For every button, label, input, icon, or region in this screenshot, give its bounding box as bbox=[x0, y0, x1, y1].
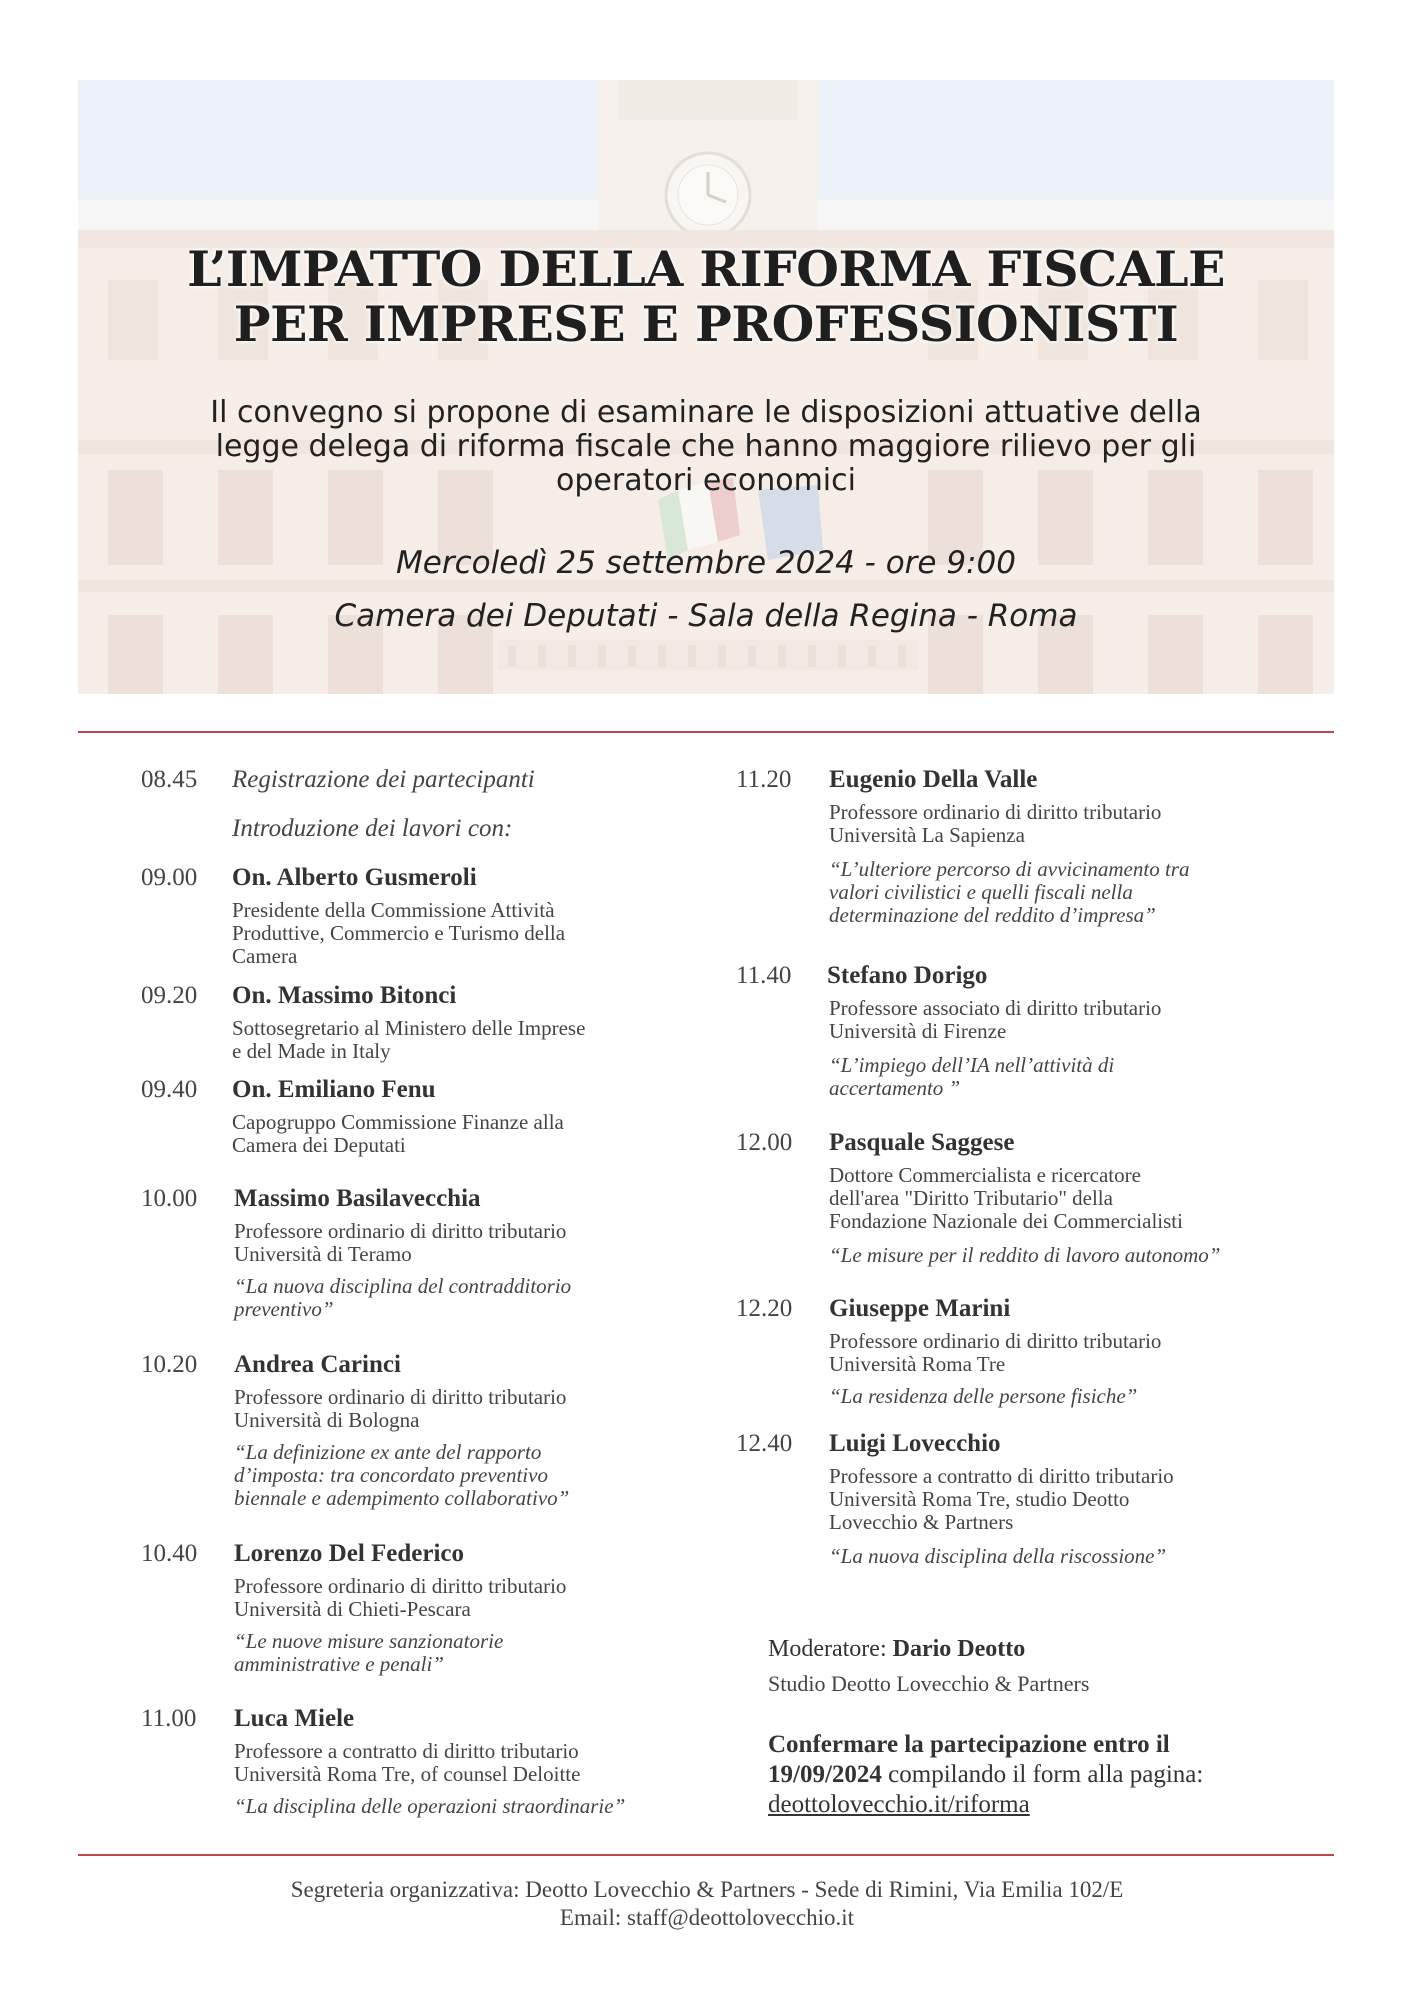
event-location: Camera dei Deputati - Sala della Regina - Roma bbox=[334, 598, 1078, 634]
talk-title: “L’impiego dell’IA nell’attività di accertamento ” bbox=[829, 1053, 1115, 1100]
item-time: 09.20 bbox=[141, 982, 198, 1009]
speaker-role: Professore a contratto di diritto tributario Università Roma Tre, of counsel Deloitte bbox=[234, 1739, 581, 1786]
item-time: 11.40 bbox=[736, 962, 792, 989]
speaker-role: Professore ordinario di diritto tributario Università La Sapienza bbox=[829, 800, 1162, 847]
item-time: 08.45 bbox=[141, 766, 198, 793]
speaker-name: Luigi Lovecchio bbox=[829, 1430, 1001, 1457]
footer-secretariat: Segreteria organizzativa: Deotto Lovecchio & Partners - Sede di Rimini, Via Emilia 102/E bbox=[290, 1877, 1124, 1902]
footer-email: Email: staff@deottolovecchio.it bbox=[559, 1905, 855, 1930]
speaker-name: Massimo Basilavecchia bbox=[234, 1185, 481, 1212]
description-line: legge delega di riforma fiscale che hanno maggiore rilievo per gli bbox=[215, 429, 1197, 464]
speaker-role: Dottore Commercialista e ricercatore dell'area "Diritto Tributario" della Fondazione Nazionale dei Commercialisti bbox=[829, 1163, 1183, 1233]
speaker-role: Professore ordinario di diritto tributario Università di Teramo bbox=[234, 1219, 567, 1266]
speaker-role: Professore ordinario di diritto tributario Università di Bologna bbox=[234, 1385, 567, 1432]
divider-top bbox=[78, 731, 1334, 733]
speaker-name: On. Emiliano Fenu bbox=[232, 1076, 436, 1103]
hero-banner bbox=[78, 80, 1334, 694]
registration-link[interactable]: deottolovecchio.it/riforma bbox=[768, 1791, 1030, 1818]
item-time: 12.40 bbox=[736, 1430, 793, 1457]
talk-title: “La disciplina delle operazioni straordinarie” bbox=[234, 1794, 626, 1818]
speaker-role: Professore ordinario di diritto tributario Università di Chieti-Pescara bbox=[234, 1574, 567, 1621]
confirm-block bbox=[768, 1730, 1203, 1820]
confirm-deadline: 19/09/2024 bbox=[768, 1761, 882, 1788]
event-title-line2: PER IMPRESE E PROFESSIONISTI bbox=[233, 295, 1179, 353]
description-line: Il convegno si propone di esaminare le disposizioni attuative della bbox=[210, 395, 1202, 430]
intro-label: Introduzione dei lavori con: bbox=[232, 815, 513, 842]
confirm-instruction: compilando il form alla pagina: bbox=[888, 1761, 1204, 1788]
speaker-name: Lorenzo Del Federico bbox=[234, 1540, 465, 1567]
speaker-role: Professore a contratto di diritto tributario Università Roma Tre, studio Deotto Lovecchio & Partners bbox=[829, 1464, 1174, 1534]
talk-title: “Le misure per il reddito di lavoro autonomo” bbox=[829, 1243, 1221, 1267]
talk-title: “La residenza delle persone fisiche” bbox=[829, 1384, 1138, 1408]
talk-title: “L’ulteriore percorso di avvicinamento tra valori civilistici e quelli fiscali nella determinazione del reddito d’impresa” bbox=[829, 857, 1190, 927]
speaker-role: Presidente della Commissione Attività Produttive, Commercio e Turismo della Camera bbox=[232, 898, 566, 968]
moderator bbox=[768, 1636, 1025, 1663]
item-time: 12.00 bbox=[736, 1129, 793, 1156]
speaker-role: Professore associato di diritto tributario Università di Firenze bbox=[829, 996, 1162, 1043]
divider-bottom bbox=[78, 1854, 1334, 1856]
speaker-name: Giuseppe Marini bbox=[829, 1295, 1011, 1322]
item-time: 11.00 bbox=[141, 1705, 197, 1732]
speaker-name: Pasquale Saggese bbox=[829, 1129, 1015, 1156]
talk-title: “La nuova disciplina del contradditorio preventivo” bbox=[234, 1274, 572, 1321]
item-time: 11.20 bbox=[736, 766, 792, 793]
item-time: 09.00 bbox=[141, 864, 198, 891]
item-time: 10.40 bbox=[141, 1540, 198, 1567]
speaker-role: Professore ordinario di diritto tributario Università Roma Tre bbox=[829, 1329, 1162, 1376]
moderator-label: Moderatore: bbox=[768, 1636, 887, 1662]
event-title-line1: L’IMPATTO DELLA RIFORMA FISCALE bbox=[187, 240, 1225, 298]
confirm-line1: Confermare la partecipazione entro il bbox=[768, 1731, 1170, 1758]
moderator-org: Studio Deotto Lovecchio & Partners bbox=[768, 1671, 1090, 1696]
moderator-name: Dario Deotto bbox=[892, 1636, 1026, 1662]
item-time: 12.20 bbox=[736, 1295, 793, 1322]
speaker-name: Stefano Dorigo bbox=[827, 962, 988, 989]
item-time: 10.00 bbox=[141, 1185, 198, 1212]
talk-title: “La nuova disciplina della riscossione” bbox=[829, 1544, 1167, 1568]
speaker-name: Andrea Carinci bbox=[234, 1351, 401, 1378]
talk-title: “Le nuove misure sanzionatorie amministrative e penali” bbox=[234, 1629, 504, 1676]
speaker-name: On. Massimo Bitonci bbox=[232, 982, 457, 1009]
speaker-name: Luca Miele bbox=[234, 1705, 355, 1732]
speaker-name: On. Alberto Gusmeroli bbox=[232, 864, 477, 891]
item-time: 10.20 bbox=[141, 1351, 198, 1378]
speaker-role: Capogruppo Commissione Finanze alla Camera dei Deputati bbox=[232, 1110, 564, 1157]
talk-title: “La definizione ex ante del rapporto d’imposta: tra concordato preventivo biennale e adempimento collaborativo” bbox=[234, 1440, 570, 1510]
speaker-name: Eugenio Della Valle bbox=[829, 766, 1038, 793]
item-time: 09.40 bbox=[141, 1076, 198, 1103]
description-line: operatori economici bbox=[556, 463, 856, 498]
speaker-role: Sottosegretario al Ministero delle Imprese e del Made in Italy bbox=[232, 1016, 586, 1063]
event-date: Mercoledì 25 settembre 2024 - ore 9:00 bbox=[396, 545, 1016, 581]
event-description bbox=[138, 396, 1274, 498]
item-label: Registrazione dei partecipanti bbox=[232, 766, 535, 793]
